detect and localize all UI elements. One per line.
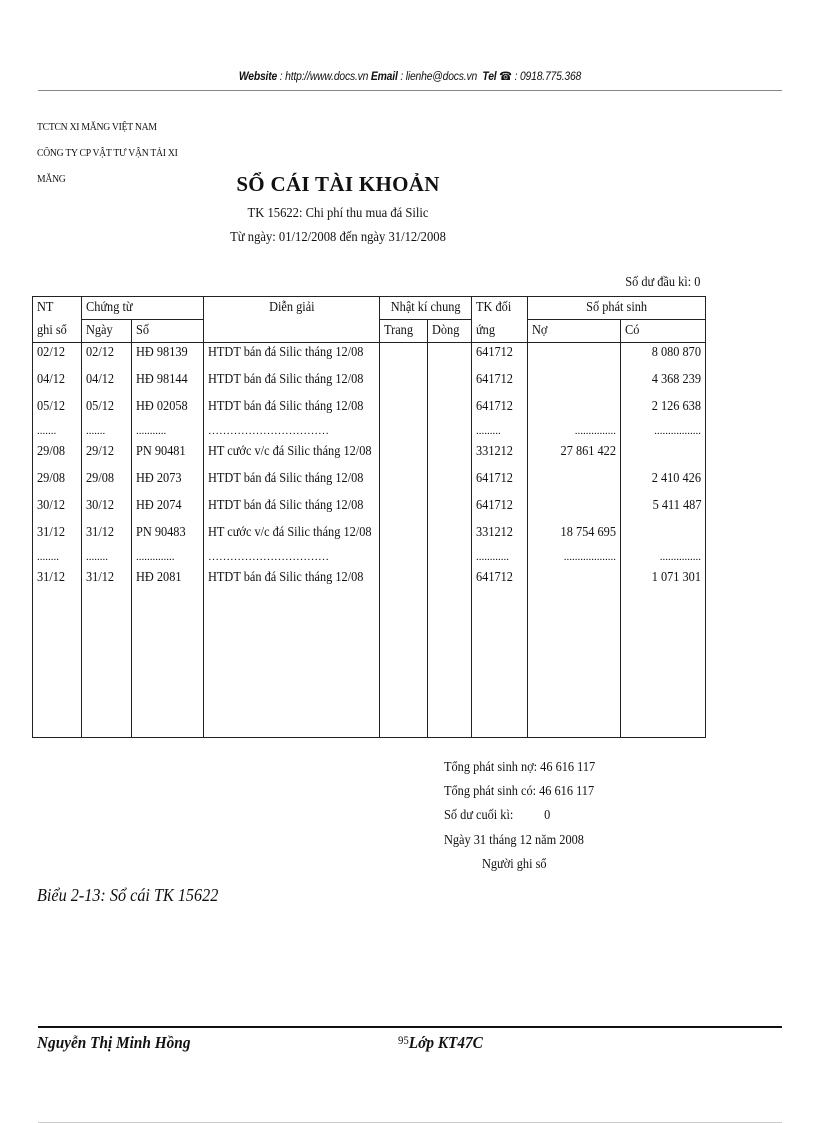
col-sophatsinh: Số phát sinh [528, 297, 706, 320]
table-row: 29/08 29/12 PN 90481 HT cước v/c đá Silic tháng 12/08 331212 27 861 422 [33, 442, 706, 469]
closing-balance-value: 0 [544, 808, 551, 823]
signer-label: Người ghi sổ [482, 857, 547, 872]
table-row: 04/12 04/12 HĐ 98144 HTDT bán đá Silic tháng 12/08 641712 4 368 239 [33, 370, 706, 397]
figure-caption: Biểu 2-13: Sổ cái TK 15622 [37, 885, 219, 905]
col-chungtu: Chứng từ [82, 297, 204, 320]
page-number: 95 [398, 1033, 409, 1047]
website-value[interactable]: : http://www.docs.vn [279, 71, 369, 83]
account-subtitle: TK 15622: Chi phí thu mua đá Silic [247, 206, 429, 221]
email-label: Email [370, 71, 398, 83]
org-line-2: CÔNG TY CP VẬT TƯ VẬN TẢI XI [37, 147, 178, 159]
header-row-2 [33, 320, 706, 343]
footer-divider [38, 1026, 782, 1028]
email-value[interactable]: : lienhe@docs.vn [400, 71, 478, 83]
signing-date: Ngày 31 tháng 12 năm 2008 [444, 833, 584, 848]
footer-class [398, 1033, 483, 1053]
col-so: Số [132, 320, 204, 343]
header-row-1 [33, 297, 706, 320]
website-header [75, 69, 745, 83]
col-diengiai-sub [204, 320, 380, 343]
tel-label: Tel [482, 71, 497, 83]
col-nhatkichung: Nhật kí chung [380, 297, 472, 320]
closing-balance [444, 808, 550, 824]
col-co: Có [621, 320, 706, 343]
col-trang: Trang [380, 320, 428, 343]
table-row: 30/12 30/12 HĐ 2074 HTDT bán đá Silic tháng 12/08 641712 5 411 487 [33, 496, 706, 523]
total-debit: Tổng phát sinh nợ: 46 616 117 [444, 760, 596, 775]
col-tk: TK đối [472, 297, 528, 320]
header-divider [38, 90, 782, 91]
page-title: SỔ CÁI TÀI KHOẢN [236, 172, 440, 196]
class-label: Lớp KT47C [408, 1033, 483, 1052]
tel-value: : 0918.775.368 [514, 71, 582, 83]
col-tk-sub: ứng [472, 320, 528, 343]
org-line-1: TCTCN XI MĂNG VIỆT NAM [37, 121, 157, 133]
footer-author: Nguyễn Thị Minh Hồng [37, 1033, 191, 1052]
col-diengiai: Diễn giải [204, 297, 380, 320]
ledger-table [32, 296, 706, 738]
table-row: 02/12 02/12 HĐ 98139 HTDT bán đá Silic tháng 12/08 641712 8 080 870 [33, 343, 706, 371]
table-blank-space [33, 595, 706, 738]
phone-icon: ☎ [499, 71, 512, 83]
website-label: Website [238, 71, 278, 83]
col-dong: Dòng [428, 320, 472, 343]
org-line-3: MĂNG [37, 173, 66, 185]
table-row: 29/08 29/08 HĐ 2073 HTDT bán đá Silic tháng 12/08 641712 2 410 426 [33, 469, 706, 496]
col-no: Nợ [528, 320, 621, 343]
date-range: Từ ngày: 01/12/2008 đến ngày 31/12/2008 [230, 230, 446, 245]
col-ngay: Ngày [82, 320, 132, 343]
col-nt-sub: ghi sổ [33, 320, 82, 343]
opening-balance: Số dư đầu kì: 0 [624, 275, 700, 290]
table-row-ellipsis: ....... ....... ........... …………………………… ......... ............... ................. [33, 424, 706, 442]
table-row: 05/12 05/12 HĐ 02058 HTDT bán đá Silic tháng 12/08 641712 2 126 638 [33, 397, 706, 424]
closing-balance-label: Số dư cuối kì: [444, 808, 514, 823]
table-row: 31/12 31/12 PN 90483 HT cước v/c đá Silic tháng 12/08 331212 18 754 695 [33, 523, 706, 550]
total-credit: Tổng phát sinh có: 46 616 117 [444, 784, 595, 799]
col-nt: NT [33, 297, 82, 320]
table-row-ellipsis: ........ ........ .............. …………………………… ............ ................... ............... [33, 550, 706, 568]
table-row: 31/12 31/12 HĐ 2081 HTDT bán đá Silic tháng 12/08 641712 1 071 301 [33, 568, 706, 595]
